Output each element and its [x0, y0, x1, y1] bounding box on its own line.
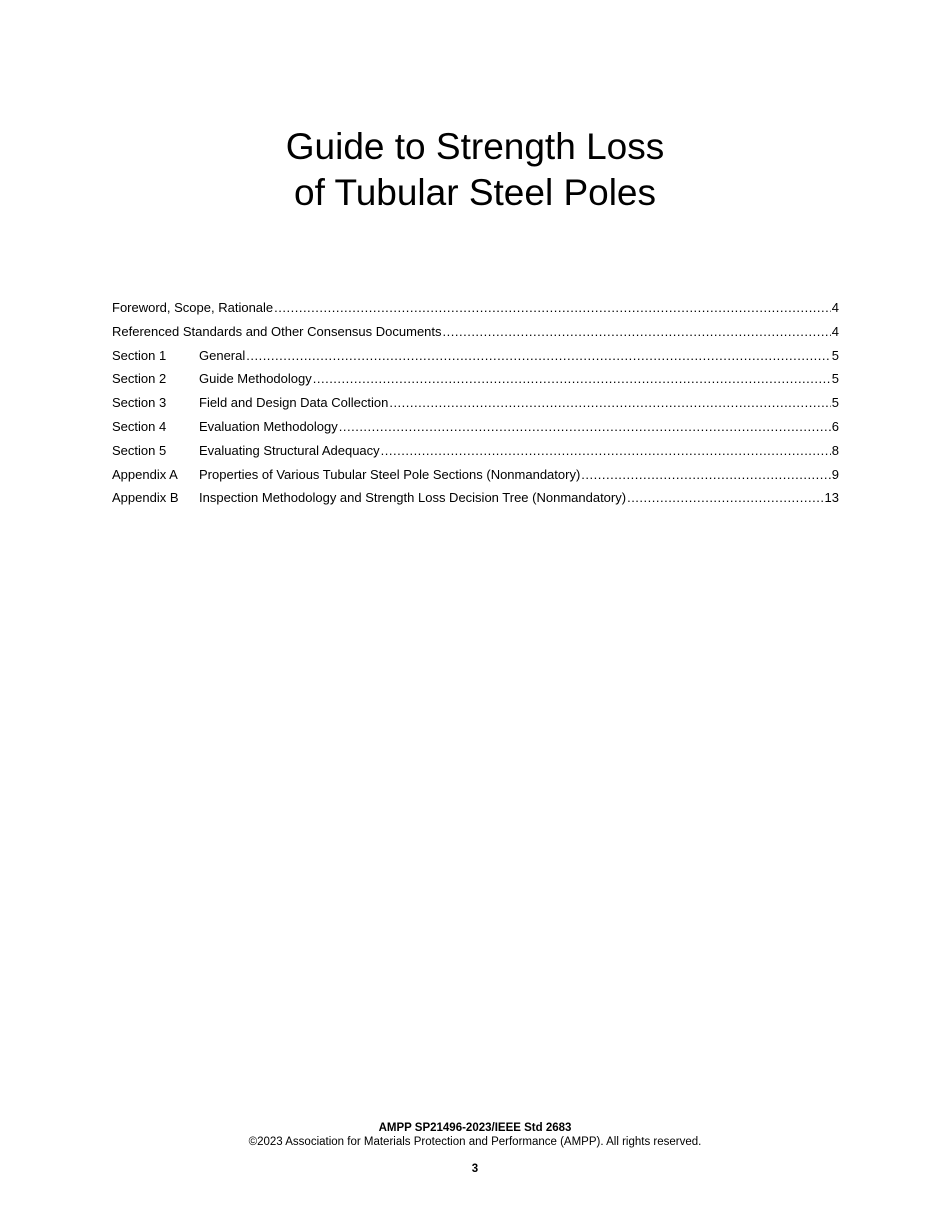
toc-entry-label: Appendix B: [112, 490, 179, 506]
toc-entry-page: 5: [831, 371, 839, 387]
table-of-contents: [112, 300, 839, 514]
toc-entry-section-2[interactable]: [112, 371, 839, 395]
page-title: [0, 124, 950, 216]
title-line-1: Guide to Strength Loss: [285, 126, 665, 167]
title-line-2: of Tubular Steel Poles: [294, 172, 656, 213]
page-number: 3: [471, 1163, 479, 1175]
toc-leader-dots: [313, 371, 831, 386]
toc-entry-page: 8: [831, 442, 839, 458]
footer-copyright: ©2023 Association for Materials Protection and Performance (AMPP). All rights reserved.: [248, 1136, 702, 1148]
toc-leader-dots: [339, 419, 831, 434]
toc-leader-dots: [581, 467, 830, 482]
toc-leader-dots: [274, 300, 831, 315]
toc-leader-dots: [389, 395, 830, 410]
toc-entry-title[interactable]: Evaluating Structural Adequacy: [199, 442, 380, 458]
toc-entry-page: 4: [831, 323, 839, 339]
toc-entry-section-5[interactable]: [112, 443, 839, 467]
toc-entry-appendix-b[interactable]: [112, 490, 839, 514]
toc-entry-title[interactable]: Properties of Various Tubular Steel Pole Sections (Nonmandatory): [199, 466, 581, 482]
toc-entry-referenced-standards[interactable]: [112, 324, 839, 348]
toc-entry-section-1[interactable]: [112, 348, 839, 372]
toc-leader-dots: [381, 443, 831, 458]
toc-entry-title[interactable]: Inspection Methodology and Strength Loss Decision Tree (Nonmandatory): [199, 490, 627, 506]
toc-entry-label: Section 1: [112, 347, 167, 363]
toc-leader-dots: [246, 348, 831, 363]
toc-entry-title[interactable]: Evaluation Methodology: [199, 418, 338, 434]
footer-standard-id: AMPP SP21496-2023/IEEE Std 2683: [378, 1122, 572, 1134]
toc-entry-page: 9: [831, 466, 839, 482]
toc-entry-page: 5: [831, 347, 839, 363]
toc-entry-title[interactable]: Guide Methodology: [199, 371, 312, 387]
toc-entry-title[interactable]: Field and Design Data Collection: [199, 395, 389, 411]
toc-entry-foreword[interactable]: [112, 300, 839, 324]
toc-entry-label: Appendix A: [112, 466, 178, 482]
toc-entry-appendix-a[interactable]: [112, 467, 839, 491]
page-footer: [0, 1121, 950, 1149]
toc-entry-section-4[interactable]: [112, 419, 839, 443]
toc-entry-title[interactable]: Foreword, Scope, Rationale: [112, 300, 274, 315]
toc-entry-title[interactable]: Referenced Standards and Other Consensus Documents: [112, 323, 442, 339]
toc-entry-page: 6: [831, 418, 839, 434]
toc-entry-label: Section 2: [112, 371, 167, 387]
toc-leader-dots: [627, 490, 823, 505]
toc-entry-page: 4: [831, 300, 839, 315]
toc-leader-dots: [443, 324, 831, 339]
toc-entry-label: Section 4: [112, 418, 167, 434]
toc-entry-title[interactable]: General: [199, 347, 246, 363]
toc-entry-page: 13: [824, 490, 839, 506]
toc-entry-page: 5: [831, 395, 839, 411]
toc-entry-label: Section 5: [112, 442, 167, 458]
toc-entry-section-3[interactable]: [112, 395, 839, 419]
toc-entry-label: Section 3: [112, 395, 167, 411]
